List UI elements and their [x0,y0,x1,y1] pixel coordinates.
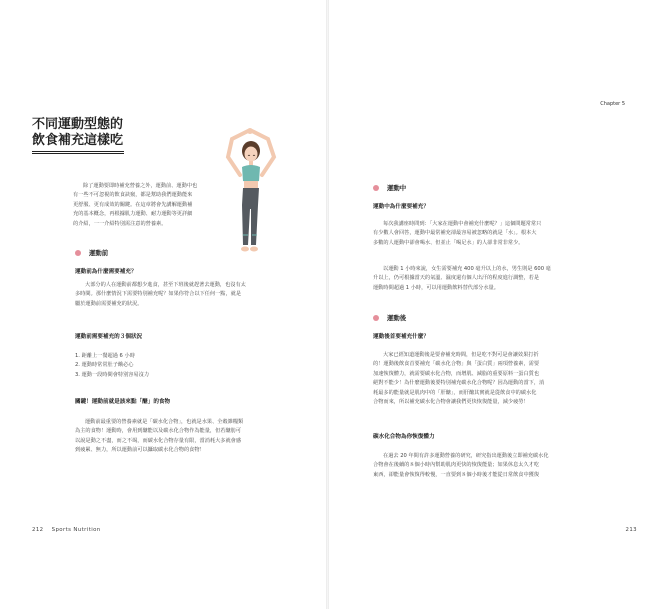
intro-line: 有一些不可忽視的飲食訣竅，都是幫助我們運動能來 [73,192,193,199]
question-before: 運動前為什麼需要補充？ [75,269,137,275]
recovery-heading: 碳水化合物為你恢復體力 [373,434,435,440]
three-conditions-heading: 運動前需要補充的３個狀況 [75,334,143,340]
chapter-title [32,117,123,149]
key-paragraph: 運動前最重要的營養素就是「碳水化合物」，也就是水果、全穀雜糧類 為主的食物！運動時，會用到醣能以及碳水化合物作為能量，但若醣肪可 以說是動之不盡，而之不竭，而碳水化合物存量有限，當消耗大多就會感 到疲累、無力，所以運動前可以攝取碳水化合物的食物！ [75,419,244,454]
section-heading-during: 運動中 [373,183,406,192]
list-item: 1. 距離上一餐超過 6 小時 [75,353,135,359]
question-during: 運動中為什麼要補充？ [373,204,429,210]
page-footer-left [32,527,101,533]
title-line-2: 飲食補充這樣吃 [32,133,124,148]
section-heading-after: 運動後 [373,313,406,322]
before-paragraph: 大部分的人在運動前都想少進食，甚至下班後就趕著去運動，也沒有太 多時間。那什麼情況下需要特別補充呢？如果你符合以下任何一點，就是 屬於運動前需要補充的狀況。 [75,282,246,307]
during-paragraph: 每次我講座時問到：「大家在運動中會補充什麼呢？」這個問題常常只 有少數人會回答，運動中最常補充卻最容易被忽略的就是「水」。根本大 多數的人運動中卻會喝水、但並止「喝足水」的人卻非常非常少。 [373,221,542,246]
page-number: 213 [625,527,637,533]
section-heading-before: 運動前 [75,248,108,257]
intro-line: 的介紹，一一介紹特別需注意的營養素。 [73,220,167,227]
intro-line: 充的基本概念，再根據肌力運動、耐力運動等更詳細 [73,211,193,218]
conditions-list [75,352,285,380]
intro-line: 更舒服、更有成效的關鍵。在這章將會先講解運動補 [73,201,193,208]
bullet-dot-icon [373,185,379,191]
left-page [0,0,326,609]
after-paragraph: 大家已經知道運動後是要會補充時間，但是吃不對可是會讓效果打折 的！運動後飲食首要補充「碳水化合物」與「蛋白質」兩項營養素，需要 加速恢復體力，就需要碳水化合物，而增肌、減脂的重要原料一蛋白質也 絕對不能少！為什麼運動後要特別補充碳水化合物呢？因為運動的當下，消 耗最多的能量就是肌肉中的「肝醣」，而肝醣其實就是從飲食中的碳水化 合物而來，所以補充碳水化合物會讓我們更快恢復能量，減少疲勞！ [373,352,545,406]
title-line-1: 不同運動型態的 [32,117,124,132]
page-footer-right [626,527,638,533]
question-after: 運動後首要補充什麼？ [373,334,429,340]
key-heading: 關鍵！運動前就是該來點「醣」的食物 [75,399,171,405]
bullet-dot-icon [75,250,81,256]
bullet-dot-icon [373,315,379,321]
running-footer: Sports Nutrition [51,527,101,533]
during-paragraph-2: 以運動 1 小時來說，女生需要補充 400 毫升以上的水，男生則是 600 毫 升以上，仍可根據當天的氣溫、濕度還有個人出汗的程度進行調整，若是 運動時間超過 1 小時，可以用運動飲料替代部分水量。 [373,266,551,291]
title-rule-2 [32,153,124,154]
list-item: 3. 運動一段時間會特別容易沒力 [75,371,150,378]
intro-paragraph [73,182,221,229]
title-rule [32,151,124,152]
stretching-woman-illustration [218,127,284,267]
list-item: 2. 運動時常常肚子餓必心 [75,362,134,369]
page-number: 212 [32,527,44,533]
right-page [329,0,655,609]
intro-line: 除了運動要即時補充營養之外，運動前、運動中也 [83,183,198,189]
chapter-label: Chapter 5 [600,101,625,107]
recovery-paragraph: 在過去 20 年間有許多運動營養的研究，研究指出運動後立即補充碳水化 合物會在後續的８個小時內幫助肌肉更快的恢復能量；如果休息太久才吃 東西，卻能量會恢復得較慢，一直要到８個小時後才能從日常飲食中獲復 [373,453,549,478]
